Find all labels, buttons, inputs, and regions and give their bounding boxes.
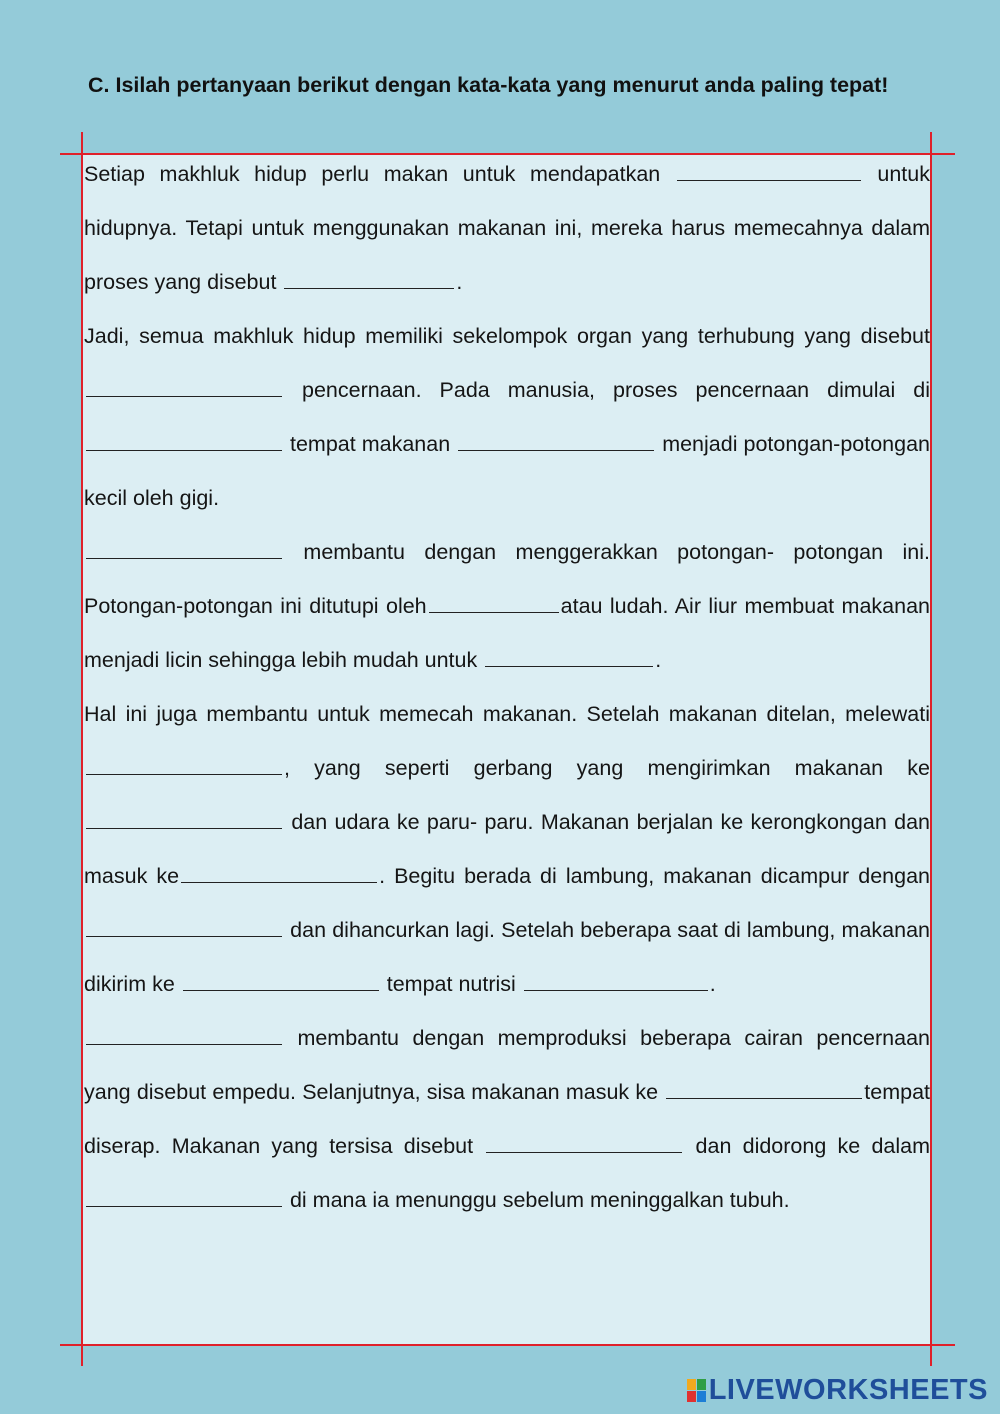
answer-blank[interactable]: [183, 970, 379, 991]
answer-blank[interactable]: [429, 592, 559, 613]
passage-text: Setiap makhluk hidup perlu makan untuk mendapatkan: [84, 162, 675, 186]
answer-blank[interactable]: [86, 538, 282, 559]
margin-line-bottom: [60, 1344, 955, 1346]
paragraph: [84, 525, 930, 687]
answer-blank[interactable]: [486, 1132, 682, 1153]
passage-text: Jadi, semua makhluk hidup memiliki sekelompok organ yang terhubung yang disebut: [84, 324, 930, 348]
margin-line-left: [81, 132, 83, 1366]
answer-blank[interactable]: [458, 430, 654, 451]
paragraph: [84, 1011, 930, 1227]
passage-text: membantu dengan menggerakkan potongan- potongan ini. Potongan-potongan ini ditutupi oleh: [84, 540, 930, 618]
paragraph: [84, 147, 930, 309]
logo-square: [697, 1391, 706, 1402]
logo-square: [697, 1379, 706, 1390]
passage-text: dan udara ke paru- paru. Makanan berjalan ke kerongkongan dan masuk ke: [84, 810, 930, 888]
logo-square: [687, 1379, 696, 1390]
paragraph: [84, 687, 930, 1011]
passage-text: membantu dengan memproduksi beberapa cairan pencernaan yang disebut empedu. Selanjutnya, sisa makanan masuk ke: [84, 1026, 930, 1104]
answer-blank[interactable]: [666, 1078, 862, 1099]
answer-blank[interactable]: [86, 754, 282, 775]
passage-text: .: [456, 270, 463, 294]
answer-blank[interactable]: [86, 1024, 282, 1045]
logo-square: [687, 1391, 696, 1402]
passage-text: Hal ini juga membantu untuk memecah makanan. Setelah makanan ditelan, melewati: [84, 702, 930, 726]
passage-text: , yang seperti gerbang yang mengirimkan makanan ke: [284, 756, 930, 780]
passage-text: .: [709, 972, 716, 996]
passage-text: tempat diserap. Makanan yang tersisa disebut: [84, 1080, 930, 1158]
answer-blank[interactable]: [86, 808, 282, 829]
answer-blank[interactable]: [284, 268, 454, 289]
passage-text: pencernaan. Pada manusia, proses pencernaan dimulai di: [284, 378, 930, 402]
passage-text: tempat makanan: [284, 432, 457, 456]
passage-text: di mana ia menunggu sebelum meninggalkan tubuh.: [284, 1188, 790, 1212]
answer-blank[interactable]: [86, 1186, 282, 1207]
passage: [84, 147, 930, 1227]
liveworksheets-logo: [687, 1374, 988, 1407]
passage-text: .: [655, 648, 662, 672]
passage-text: dan didorong ke dalam: [684, 1134, 931, 1158]
passage-text: atau ludah. Air liur membuat makanan menjadi licin sehingga lebih mudah untuk: [84, 594, 930, 672]
answer-blank[interactable]: [86, 430, 282, 451]
passage-text: menjadi potongan-potongan kecil oleh gigi.: [84, 432, 930, 510]
answer-blank[interactable]: [485, 646, 653, 667]
answer-blank[interactable]: [86, 376, 282, 397]
margin-line-right: [930, 132, 932, 1366]
answer-blank[interactable]: [181, 862, 377, 883]
passage-text: untuk hidupnya. Tetapi untuk menggunakan makanan ini, mereka harus memecahnya dalam proses yang disebut: [84, 162, 930, 294]
logo-text: LIVEWORKSHEETS: [708, 1374, 988, 1406]
answer-blank[interactable]: [86, 916, 282, 937]
answer-blank[interactable]: [524, 970, 708, 991]
passage-text: . Begitu berada di lambung, makanan dicampur dengan: [379, 864, 930, 888]
answer-blank[interactable]: [677, 160, 861, 181]
passage-text: dan dihancurkan lagi. Setelah beberapa saat di lambung, makanan dikirim ke: [84, 918, 930, 996]
liveworksheets-logo-icon: [687, 1379, 706, 1402]
passage-text: tempat nutrisi: [380, 972, 522, 996]
paragraph: [84, 309, 930, 525]
exercise-instruction: C. Isilah pertanyaan berikut dengan kata-kata yang menurut anda paling tepat!: [88, 73, 889, 97]
